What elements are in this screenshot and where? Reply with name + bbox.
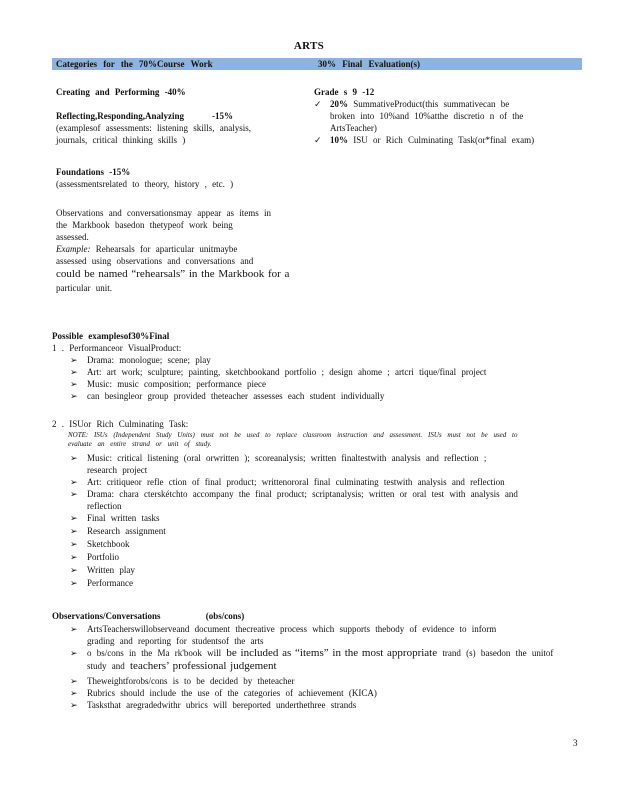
final-examples-heading: Possible examplesof30%Final xyxy=(52,331,170,341)
example-line xyxy=(56,243,237,255)
header-right-label: 30% Final Evaluation(s) xyxy=(318,59,421,69)
list-item: ➢ Rubrics should include the use of the categories of achievement (KICA) xyxy=(70,688,377,698)
list-item: ➢ Tasksthat aregradedwithr ubrics will bereported underthethree strands xyxy=(70,700,357,710)
list-item: ➢ Drama: monologue; scene; play xyxy=(70,355,211,365)
list-item: ➢ o bs/cons in the Ma rk'book will be included as “items” in the most appropriate trand (s) basedon the unitof study and teachers’ professional judgement xyxy=(70,647,554,672)
arrow-bullet-icon: ➢ xyxy=(70,526,78,536)
arrow-bullet-icon: ➢ xyxy=(70,513,78,523)
list-item: ➢ Performance xyxy=(70,578,133,588)
arrow-bullet-icon: ➢ xyxy=(70,648,78,658)
item-percent: 20% xyxy=(330,99,348,109)
header-bar xyxy=(52,58,582,70)
grades-heading: Grade s 9 -12 xyxy=(314,87,375,97)
list-item: ➢ Art: critiqueor refle ction of final product; writtenororal final culminating testwith analysis and reflection xyxy=(70,477,505,487)
list-item: ➢ Portfolio xyxy=(70,552,120,562)
page-number: 3 xyxy=(573,738,578,748)
item-percent: 10% xyxy=(330,135,348,145)
arrow-bullet-icon: ➢ xyxy=(70,552,78,562)
list-item: ➢ Research assignment xyxy=(70,526,166,536)
check-icon: ✓ xyxy=(314,135,322,145)
reflecting-desc-line: journals, critical thinking skills ) xyxy=(56,135,186,145)
foundations-heading: Foundations -15% xyxy=(56,167,131,177)
reflecting-desc-line: (examplesof assessments: listening skills, analysis, xyxy=(56,123,251,133)
check-icon: ✓ xyxy=(314,99,322,109)
obs-cons-heading xyxy=(52,610,244,622)
observations-paragraph-line: Observations and conversationsmay appear as items in xyxy=(56,208,271,218)
example-line-4: particular unit. xyxy=(56,283,112,293)
isu-note-line: NOTE: ISUs (Independent Study Units) must not be used to replace classroom instruction and assessment. ISUs must not be used to xyxy=(68,431,518,439)
isu-note-line: evaluate an entire strand or unit of study. xyxy=(68,440,212,448)
foundations-desc: (assessmentsrelated to theory, history , etc. ) xyxy=(56,179,234,189)
example-text: Rehearsals for aparticular unitmaybe xyxy=(90,244,238,254)
arrow-bullet-icon: ➢ xyxy=(70,578,78,588)
section1-title: 1 . Performanceor VisualProduct: xyxy=(52,343,182,353)
header-left-label: Categories for the 70%Course Work xyxy=(56,59,213,69)
arrow-bullet-icon: ➢ xyxy=(70,379,78,389)
list-item: ➢ Drama: chara cterskétchto accompany the final product; scriptanalysis; written or oral test with analysis and reflection xyxy=(70,489,518,511)
arrow-bullet-icon: ➢ xyxy=(70,391,78,401)
item-text: ISU or Rich Culminating Task(or*final exam) xyxy=(348,135,535,145)
creating-performing-heading: Creating and Performing -40% xyxy=(56,87,186,97)
obs-cons-list xyxy=(70,623,600,711)
observations-paragraph-line: assessed. xyxy=(56,232,89,242)
arrow-bullet-icon: ➢ xyxy=(70,355,78,365)
list-item: ➢ Music: critical listening (oral orwritten ); scoreanalysis; written finaltestwith analysis and reflection ; research project xyxy=(70,453,487,475)
arrow-bullet-icon: ➢ xyxy=(70,565,78,575)
document-title: ARTS xyxy=(293,40,325,52)
list-item: ➢ Final written tasks xyxy=(70,513,160,523)
reflecting-percent: -15% xyxy=(212,111,233,121)
list-item: ➢ Written play xyxy=(70,565,135,575)
section1-list xyxy=(70,354,590,402)
arrow-bullet-icon: ➢ xyxy=(70,676,78,686)
obs-cons-suffix: (obs/cons) xyxy=(205,611,245,621)
item-text-continued: ArtsTeacher) xyxy=(330,123,377,133)
arrow-bullet-icon: ➢ xyxy=(70,453,78,463)
arrow-bullet-icon: ➢ xyxy=(70,539,78,549)
list-item: ➢ ArtsTeacherswillobserveand document thecreative process which supports thebody of evidence to inform grading and reporting for studentsof the arts xyxy=(70,624,497,646)
section2-list xyxy=(70,452,600,590)
list-item: ➢ can besingleor group provided theteacher assesses each student individually xyxy=(70,391,385,401)
example-line-3: could be named “rehearsals” in the Markbook for a xyxy=(56,268,290,280)
reflecting-heading: Reflecting,Responding,Analyzing xyxy=(56,111,185,121)
list-item: ➢ Art: art work; sculpture; painting, sketchbookand portfolio ; design ahome ; artcri tique/final project xyxy=(70,367,487,377)
arrow-bullet-icon: ➢ xyxy=(70,700,78,710)
example-line-2: assessed using observations and conversations and xyxy=(56,256,254,266)
arrow-bullet-icon: ➢ xyxy=(70,477,78,487)
arrow-bullet-icon: ➢ xyxy=(70,688,78,698)
list-item: ➢ Theweightforobs/cons is to be decided by theteacher xyxy=(70,676,295,686)
item-text: SummativeProduct(this summativecan be xyxy=(348,99,510,109)
section2-title: 2 . ISUor Rich Culminating Task: xyxy=(52,419,189,429)
final-evaluation-list xyxy=(314,98,584,158)
list-item: ➢ Music: music composition; performance piece xyxy=(70,379,266,389)
item-text-continued: broken into 10%and 10%atthe discretio n of the xyxy=(330,111,524,121)
obs-cons-title: Observations/Conversations xyxy=(52,611,161,621)
arrow-bullet-icon: ➢ xyxy=(70,624,78,634)
list-item: ➢ Sketchbook xyxy=(70,539,130,549)
example-label: Example: xyxy=(56,244,91,254)
arrow-bullet-icon: ➢ xyxy=(70,367,78,377)
arrow-bullet-icon: ➢ xyxy=(70,489,78,499)
observations-paragraph-line: the Markbook basedon thetypeof work being xyxy=(56,220,233,230)
